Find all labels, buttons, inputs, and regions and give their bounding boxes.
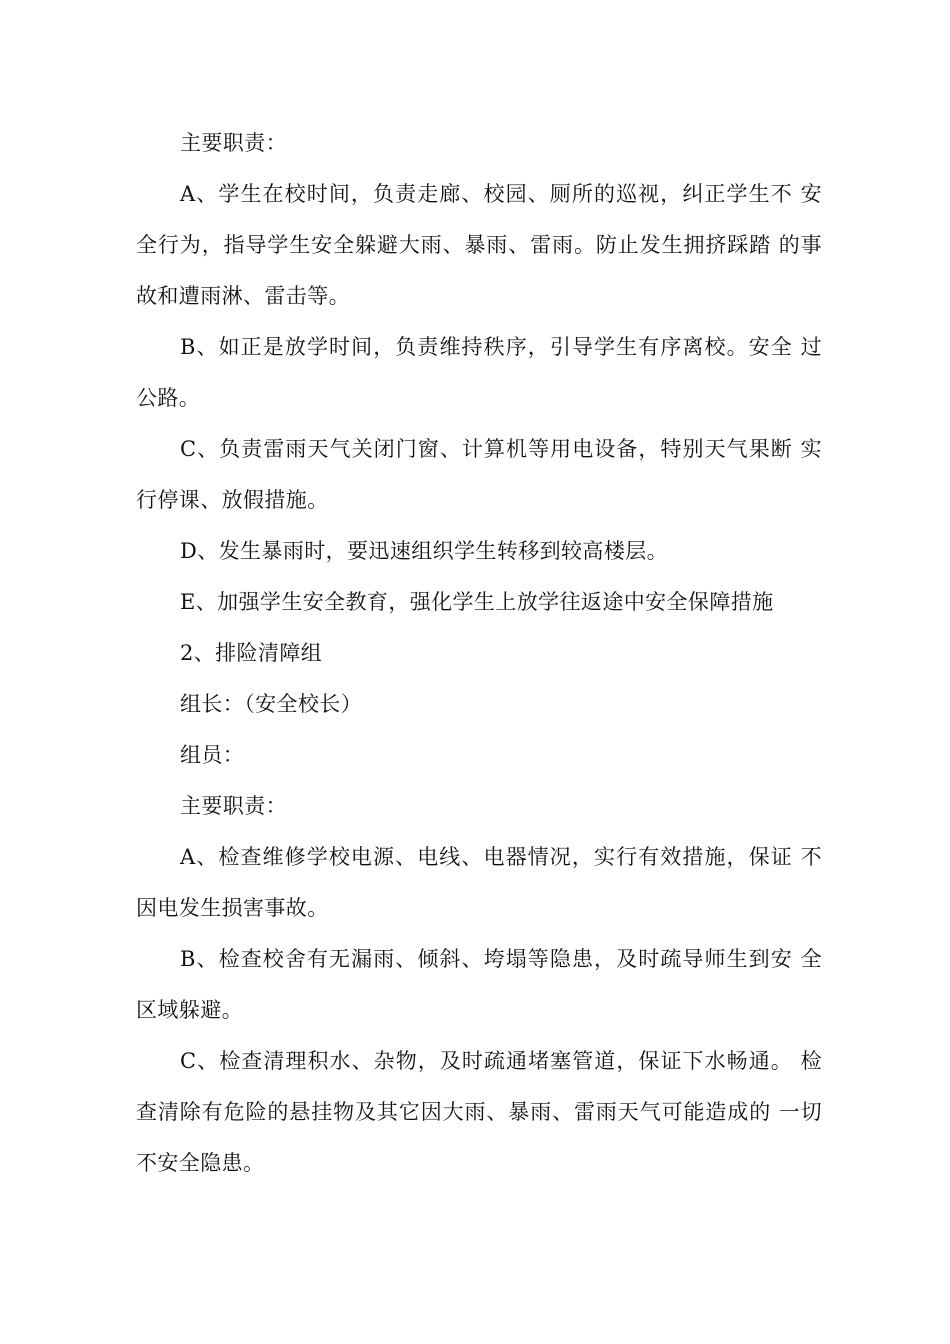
paragraph-duty-c-2: C、检查清理积水、杂物，及时疏通堵塞管道，保证下水畅通。 检查清除有危险的悬挂物及其它因大雨、暴雨、雷雨天气可能造成的 一切不安全隐患。 xyxy=(136,1049,822,1175)
paragraph-group-leader: 组长：（安全校长） xyxy=(180,692,363,716)
document-body xyxy=(136,118,822,1189)
paragraph-group-title: 2、排险清障组 xyxy=(180,641,323,665)
paragraph-duties-heading-2: 主要职责： xyxy=(180,794,287,818)
paragraph-group-members: 组员： xyxy=(180,743,245,767)
paragraph-duties-heading-1: 主要职责： xyxy=(180,131,287,155)
paragraph-duty-e-1: E、加强学生安全教育，强化学生上放学往返途中安全保障措施 xyxy=(180,590,774,614)
paragraph-duty-a-2: A、检查维修学校电源、电线、电器情况，实行有效措施，保证 不因电发生损害事故。 xyxy=(136,845,822,920)
paragraph-duty-b-2: B、检查校舍有无漏雨、倾斜、垮塌等隐患，及时疏导师生到安 全区域躲避。 xyxy=(136,947,822,1022)
paragraph-duty-d-1: D、发生暴雨时，要迅速组织学生转移到较高楼层。 xyxy=(180,539,669,563)
paragraph-duty-b-1: B、如正是放学时间，负责维持秩序，引导学生有序离校。安全 过公路。 xyxy=(136,335,822,410)
paragraph-duty-c-1: C、负责雷雨天气关闭门窗、计算机等用电设备，特别天气果断 实行停课、放假措施。 xyxy=(136,437,822,512)
paragraph-duty-a-1: A、学生在校时间，负责走廊、校园、厕所的巡视，纠正学生不 安全行为，指导学生安全躲避大雨、暴雨、雷雨。防止发生拥挤踩踏 的事故和遭雨淋、雷击等。 xyxy=(136,182,822,308)
